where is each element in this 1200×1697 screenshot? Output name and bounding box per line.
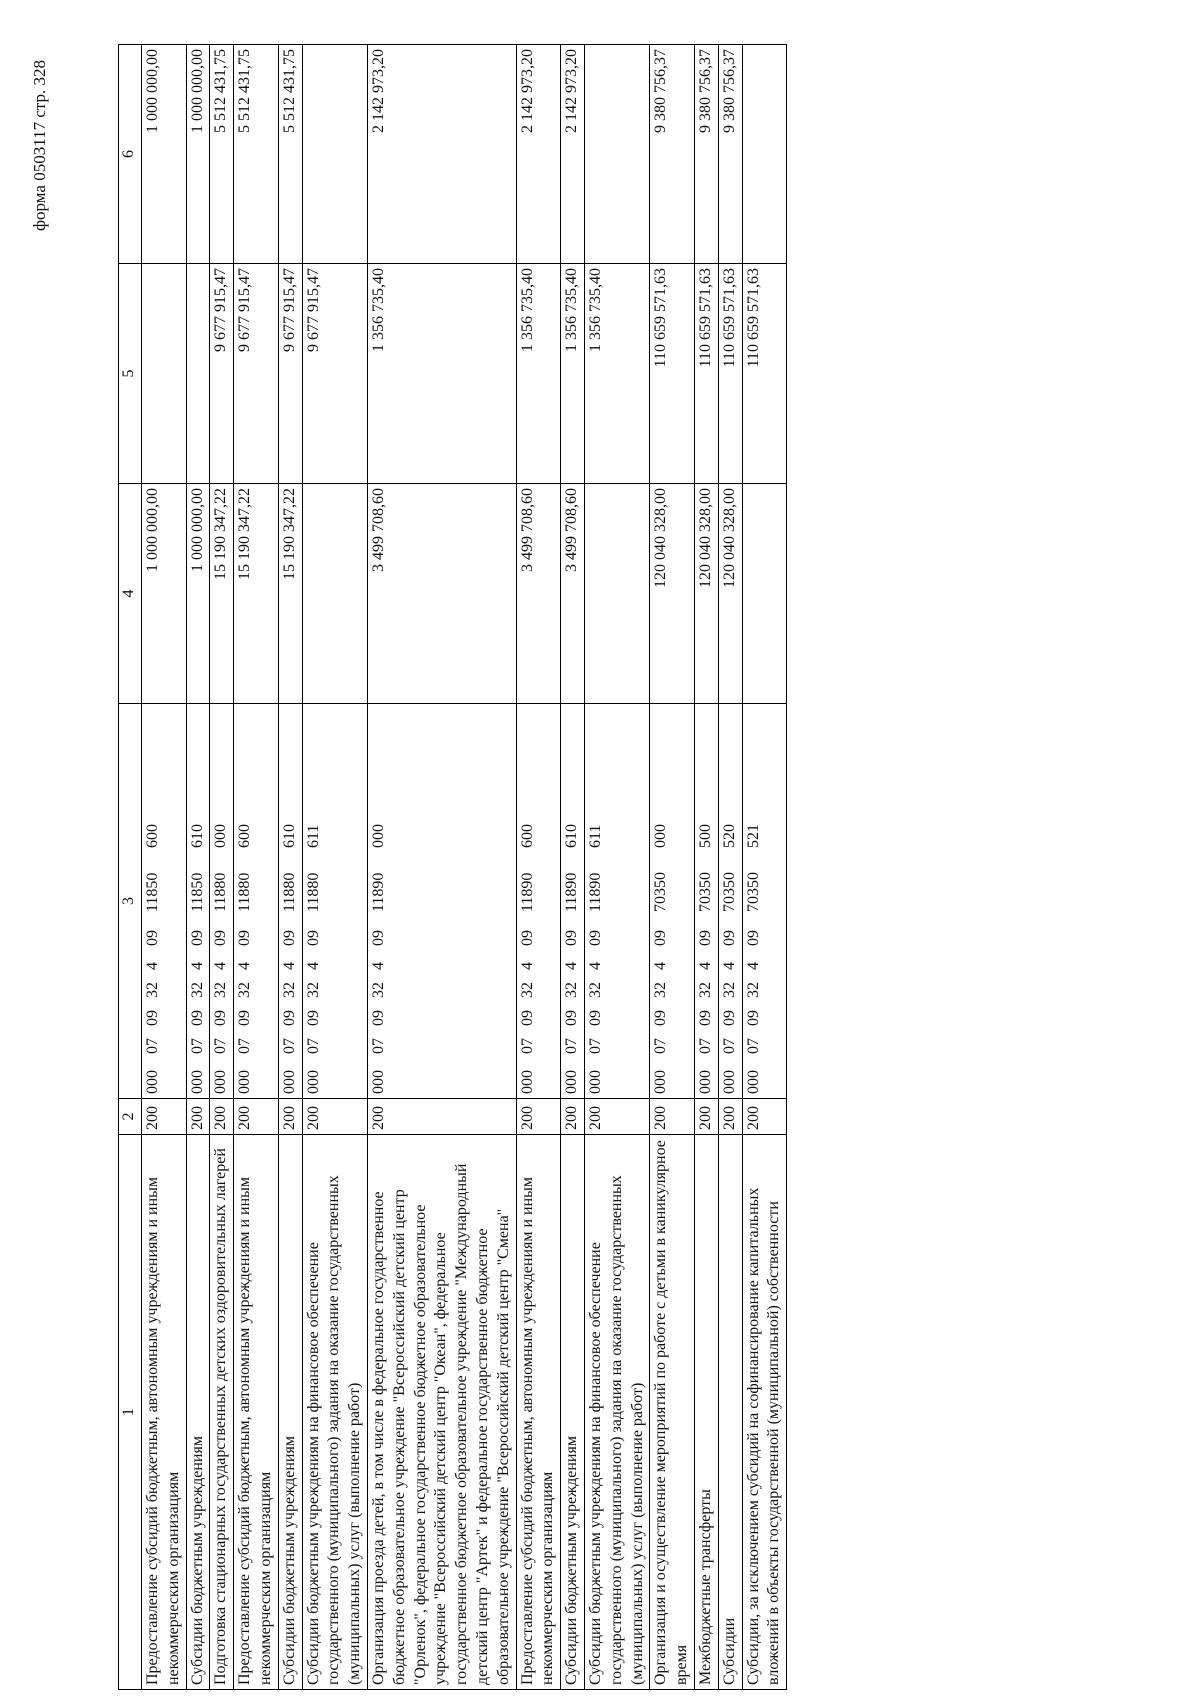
value-column-6 — [742, 45, 787, 264]
budget-classification-code — [561, 704, 585, 1099]
value-column-6: 5 512 431,75 — [234, 45, 279, 264]
row-name: Субсидии бюджетным учреждениям — [186, 1135, 210, 1690]
code-part: 32 — [304, 982, 322, 998]
column-number: 2 — [119, 1099, 142, 1135]
code-part: 600 — [518, 824, 536, 848]
code-part: 4 — [304, 962, 322, 970]
value-column-4: 3 499 708,60 — [561, 484, 585, 704]
code-part: 07 — [518, 1038, 536, 1054]
code-part: 70350 — [744, 872, 762, 912]
code-part: 09 — [188, 930, 206, 946]
code-part: 09 — [236, 1010, 254, 1026]
row-line-code: 200 — [302, 1099, 367, 1135]
value-column-6 — [584, 45, 649, 264]
code-part: 4 — [720, 962, 738, 970]
budget-classification-code — [278, 704, 302, 1099]
row-line-code: 200 — [186, 1099, 210, 1135]
code-part: 07 — [586, 1038, 604, 1054]
column-number-row — [119, 45, 142, 1690]
code-part: 000 — [304, 1070, 322, 1094]
value-column-5: 1 356 735,40 — [584, 264, 649, 484]
table-row — [650, 45, 695, 1690]
code-part: 32 — [720, 982, 738, 998]
report-page — [118, 45, 1108, 1690]
code-part: 611 — [304, 824, 322, 848]
code-part: 000 — [586, 1070, 604, 1094]
budget-classification-code — [742, 704, 787, 1099]
code-part: 11880 — [280, 872, 298, 912]
code-part: 11890 — [563, 872, 581, 912]
code-part: 610 — [563, 824, 581, 848]
budget-classification-code — [694, 704, 718, 1099]
value-column-6: 1 000 000,00 — [142, 45, 187, 264]
row-name: Предоставление субсидий бюджетным, автономным учреждениям и иным некоммерческим организациям — [142, 1135, 187, 1690]
row-name: Субсидии, за исключением субсидий на софинансирование капитальных вложений в объекты государственной (муниципальной) собственности — [742, 1135, 787, 1690]
budget-classification-code — [516, 704, 561, 1099]
value-column-4: 1 000 000,00 — [186, 484, 210, 704]
code-part: 32 — [652, 982, 670, 998]
row-line-code: 200 — [210, 1099, 234, 1135]
value-column-5: 110 659 571,63 — [694, 264, 718, 484]
row-line-code: 200 — [694, 1099, 718, 1135]
table-row — [694, 45, 718, 1690]
code-part: 000 — [369, 1070, 387, 1094]
code-part: 11890 — [369, 872, 387, 912]
row-name: Субсидии бюджетным учреждениям на финансовое обеспечение государственного (муниципального) задания на оказание государственных (муниципальных) услуг (выполнение работ) — [302, 1135, 367, 1690]
code-part: 000 — [144, 1070, 161, 1094]
code-part: 09 — [369, 1010, 387, 1026]
table-row — [584, 45, 649, 1690]
code-part: 09 — [369, 930, 387, 946]
row-name: Организация проезда детей, в том числе в федеральное государственное бюджетное образовательное учреждение "Всероссийский детский центр "Орленок", федеральное государственное бюджетное образовательное учреждение "Всероссийский детский центр "Океан", федеральное государственное бюджетное образовательное учреждение "Международный детский центр "Артек" и федеральное государственное бюджетное образовательное учреждение "Всероссийский детский центр "Смена" — [367, 1135, 516, 1690]
code-part: 32 — [369, 982, 387, 998]
value-column-6: 9 380 756,37 — [694, 45, 718, 264]
value-column-4: 15 190 347,22 — [210, 484, 234, 704]
budget-classification-code — [186, 704, 210, 1099]
code-part: 11880 — [236, 872, 254, 912]
row-line-code: 200 — [718, 1099, 742, 1135]
code-part: 11880 — [304, 872, 322, 912]
code-part: 09 — [236, 930, 254, 946]
column-number: 5 — [119, 264, 142, 484]
value-column-5: 1 356 735,40 — [367, 264, 516, 484]
row-name: Субсидии бюджетным учреждениям — [278, 1135, 302, 1690]
code-part: 09 — [212, 930, 230, 946]
table-row — [561, 45, 585, 1690]
code-part: 000 — [280, 1070, 298, 1094]
code-part: 11890 — [518, 872, 536, 912]
code-part: 09 — [720, 930, 738, 946]
budget-classification-code — [142, 704, 187, 1099]
code-part: 610 — [188, 824, 206, 848]
value-column-6: 9 380 756,37 — [650, 45, 695, 264]
code-part: 09 — [563, 930, 581, 946]
code-part: 07 — [188, 1038, 206, 1054]
table-body — [142, 45, 787, 1690]
code-part: 09 — [652, 1010, 670, 1026]
code-part: 09 — [744, 930, 762, 946]
code-part: 09 — [518, 1010, 536, 1026]
code-part: 07 — [744, 1038, 762, 1054]
code-part: 000 — [236, 1070, 254, 1094]
code-part: 4 — [586, 962, 604, 970]
value-column-4 — [584, 484, 649, 704]
code-part: 000 — [369, 824, 387, 848]
value-column-6: 1 000 000,00 — [186, 45, 210, 264]
row-name: Межбюджетные трансферты — [694, 1135, 718, 1690]
code-part: 000 — [696, 1070, 714, 1094]
code-part: 32 — [236, 982, 254, 998]
code-part: 09 — [518, 930, 536, 946]
code-part: 07 — [212, 1038, 230, 1054]
table-row — [718, 45, 742, 1690]
value-column-5: 9 677 915,47 — [210, 264, 234, 484]
code-part: 09 — [144, 930, 161, 946]
table-row — [210, 45, 234, 1690]
value-column-6: 2 142 973,20 — [367, 45, 516, 264]
code-part: 4 — [563, 962, 581, 970]
code-part: 07 — [236, 1038, 254, 1054]
value-column-5: 1 356 735,40 — [516, 264, 561, 484]
column-number: 4 — [119, 484, 142, 704]
value-column-4: 3 499 708,60 — [516, 484, 561, 704]
value-column-5: 110 659 571,63 — [742, 264, 787, 484]
value-column-6: 5 512 431,75 — [210, 45, 234, 264]
code-part: 09 — [144, 1010, 161, 1026]
value-column-4: 15 190 347,22 — [234, 484, 279, 704]
row-name: Подготовка стационарных государственных детских оздоровительных лагерей — [210, 1135, 234, 1690]
value-column-4 — [302, 484, 367, 704]
row-line-code: 200 — [561, 1099, 585, 1135]
value-column-4: 1 000 000,00 — [142, 484, 187, 704]
code-part: 07 — [696, 1038, 714, 1054]
code-part: 09 — [696, 930, 714, 946]
code-part: 07 — [652, 1038, 670, 1054]
code-part: 4 — [696, 962, 714, 970]
row-line-code: 200 — [234, 1099, 279, 1135]
budget-classification-code — [584, 704, 649, 1099]
row-line-code: 200 — [650, 1099, 695, 1135]
form-reference: форма 0503117 стр. 328 — [30, 60, 49, 231]
code-part: 4 — [280, 962, 298, 970]
budget-classification-code — [234, 704, 279, 1099]
code-part: 000 — [652, 1070, 670, 1094]
code-part: 32 — [188, 982, 206, 998]
code-part: 32 — [696, 982, 714, 998]
code-part: 500 — [696, 824, 714, 848]
code-part: 4 — [236, 962, 254, 970]
row-name: Предоставление субсидий бюджетным, автономным учреждениям и иным некоммерческим организациям — [234, 1135, 279, 1690]
code-part: 09 — [304, 1010, 322, 1026]
code-part: 600 — [144, 824, 161, 848]
row-name: Субсидии бюджетным учреждениям — [561, 1135, 585, 1690]
code-part: 09 — [212, 1010, 230, 1026]
code-part: 09 — [280, 1010, 298, 1026]
code-part: 000 — [563, 1070, 581, 1094]
code-part: 000 — [744, 1070, 762, 1094]
code-part: 4 — [744, 962, 762, 970]
value-column-6: 9 380 756,37 — [718, 45, 742, 264]
value-column-5 — [142, 264, 187, 484]
code-part: 32 — [144, 982, 161, 998]
code-part: 09 — [280, 930, 298, 946]
code-part: 610 — [280, 824, 298, 848]
row-name: Организация и осуществление мероприятий по работе с детьми в каникулярное время — [650, 1135, 695, 1690]
page-header — [20, 0, 100, 1697]
row-name: Предоставление субсидий бюджетным, автономным учреждениям и иным некоммерческим организациям — [516, 1135, 561, 1690]
code-part: 09 — [304, 930, 322, 946]
code-part: 4 — [652, 962, 670, 970]
budget-classification-code — [302, 704, 367, 1099]
column-number: 6 — [119, 45, 142, 264]
code-part: 07 — [720, 1038, 738, 1054]
value-column-5: 9 677 915,47 — [302, 264, 367, 484]
row-name: Субсидии — [718, 1135, 742, 1690]
row-line-code: 200 — [367, 1099, 516, 1135]
row-line-code: 200 — [278, 1099, 302, 1135]
code-part: 07 — [304, 1038, 322, 1054]
row-line-code: 200 — [516, 1099, 561, 1135]
value-column-6: 2 142 973,20 — [561, 45, 585, 264]
code-part: 09 — [696, 1010, 714, 1026]
table-row — [234, 45, 279, 1690]
code-part: 11850 — [188, 872, 206, 912]
code-part: 000 — [212, 1070, 230, 1094]
code-part: 520 — [720, 824, 738, 848]
budget-classification-code — [367, 704, 516, 1099]
code-part: 09 — [188, 1010, 206, 1026]
code-part: 32 — [744, 982, 762, 998]
code-part: 600 — [236, 824, 254, 848]
code-part: 07 — [563, 1038, 581, 1054]
value-column-5: 110 659 571,63 — [650, 264, 695, 484]
code-part: 07 — [280, 1038, 298, 1054]
value-column-4: 120 040 328,00 — [650, 484, 695, 704]
column-number: 1 — [119, 1135, 142, 1690]
code-part: 09 — [720, 1010, 738, 1026]
code-part: 70350 — [652, 872, 670, 912]
code-part: 000 — [720, 1070, 738, 1094]
code-part: 11880 — [212, 872, 230, 912]
row-name: Субсидии бюджетным учреждениям на финансовое обеспечение государственного (муниципального) задания на оказание государственных (муниципальных) услуг (выполнение работ) — [584, 1135, 649, 1690]
code-part: 11890 — [586, 872, 604, 912]
code-part: 4 — [188, 962, 206, 970]
code-part: 32 — [212, 982, 230, 998]
value-column-5: 110 659 571,63 — [718, 264, 742, 484]
code-part: 09 — [563, 1010, 581, 1026]
value-column-4 — [742, 484, 787, 704]
code-part: 000 — [518, 1070, 536, 1094]
value-column-4: 120 040 328,00 — [694, 484, 718, 704]
value-column-6: 5 512 431,75 — [278, 45, 302, 264]
value-column-6: 2 142 973,20 — [516, 45, 561, 264]
code-part: 32 — [280, 982, 298, 998]
code-part: 4 — [518, 962, 536, 970]
budget-table — [118, 44, 787, 1690]
value-column-4: 3 499 708,60 — [367, 484, 516, 704]
row-line-code: 200 — [142, 1099, 187, 1135]
code-part: 32 — [563, 982, 581, 998]
table-row — [186, 45, 210, 1690]
budget-classification-code — [650, 704, 695, 1099]
row-line-code: 200 — [584, 1099, 649, 1135]
code-part: 000 — [188, 1070, 206, 1094]
code-part: 09 — [652, 930, 670, 946]
code-part: 521 — [744, 824, 762, 848]
code-part: 611 — [586, 824, 604, 848]
value-column-5: 1 356 735,40 — [561, 264, 585, 484]
code-part: 4 — [144, 962, 161, 970]
budget-classification-code — [210, 704, 234, 1099]
code-part: 09 — [586, 930, 604, 946]
code-part: 4 — [212, 962, 230, 970]
code-part: 07 — [369, 1038, 387, 1054]
code-part: 09 — [744, 1010, 762, 1026]
column-number: 3 — [119, 704, 142, 1099]
code-part: 70350 — [720, 872, 738, 912]
code-part: 09 — [586, 1010, 604, 1026]
table-row — [367, 45, 516, 1690]
code-part: 32 — [586, 982, 604, 998]
value-column-4: 120 040 328,00 — [718, 484, 742, 704]
code-part: 11850 — [144, 872, 161, 912]
value-column-5 — [186, 264, 210, 484]
code-part: 32 — [518, 982, 536, 998]
code-part: 4 — [369, 962, 387, 970]
row-line-code: 200 — [742, 1099, 787, 1135]
value-column-4: 15 190 347,22 — [278, 484, 302, 704]
table-row — [302, 45, 367, 1690]
code-part: 000 — [212, 824, 230, 848]
table-row — [278, 45, 302, 1690]
table-row — [516, 45, 561, 1690]
code-part: 07 — [144, 1038, 161, 1054]
value-column-5: 9 677 915,47 — [278, 264, 302, 484]
value-column-5: 9 677 915,47 — [234, 264, 279, 484]
value-column-6 — [302, 45, 367, 264]
table-row — [142, 45, 187, 1690]
code-part: 70350 — [696, 872, 714, 912]
code-part: 000 — [652, 824, 670, 848]
budget-classification-code — [718, 704, 742, 1099]
table-row — [742, 45, 787, 1690]
